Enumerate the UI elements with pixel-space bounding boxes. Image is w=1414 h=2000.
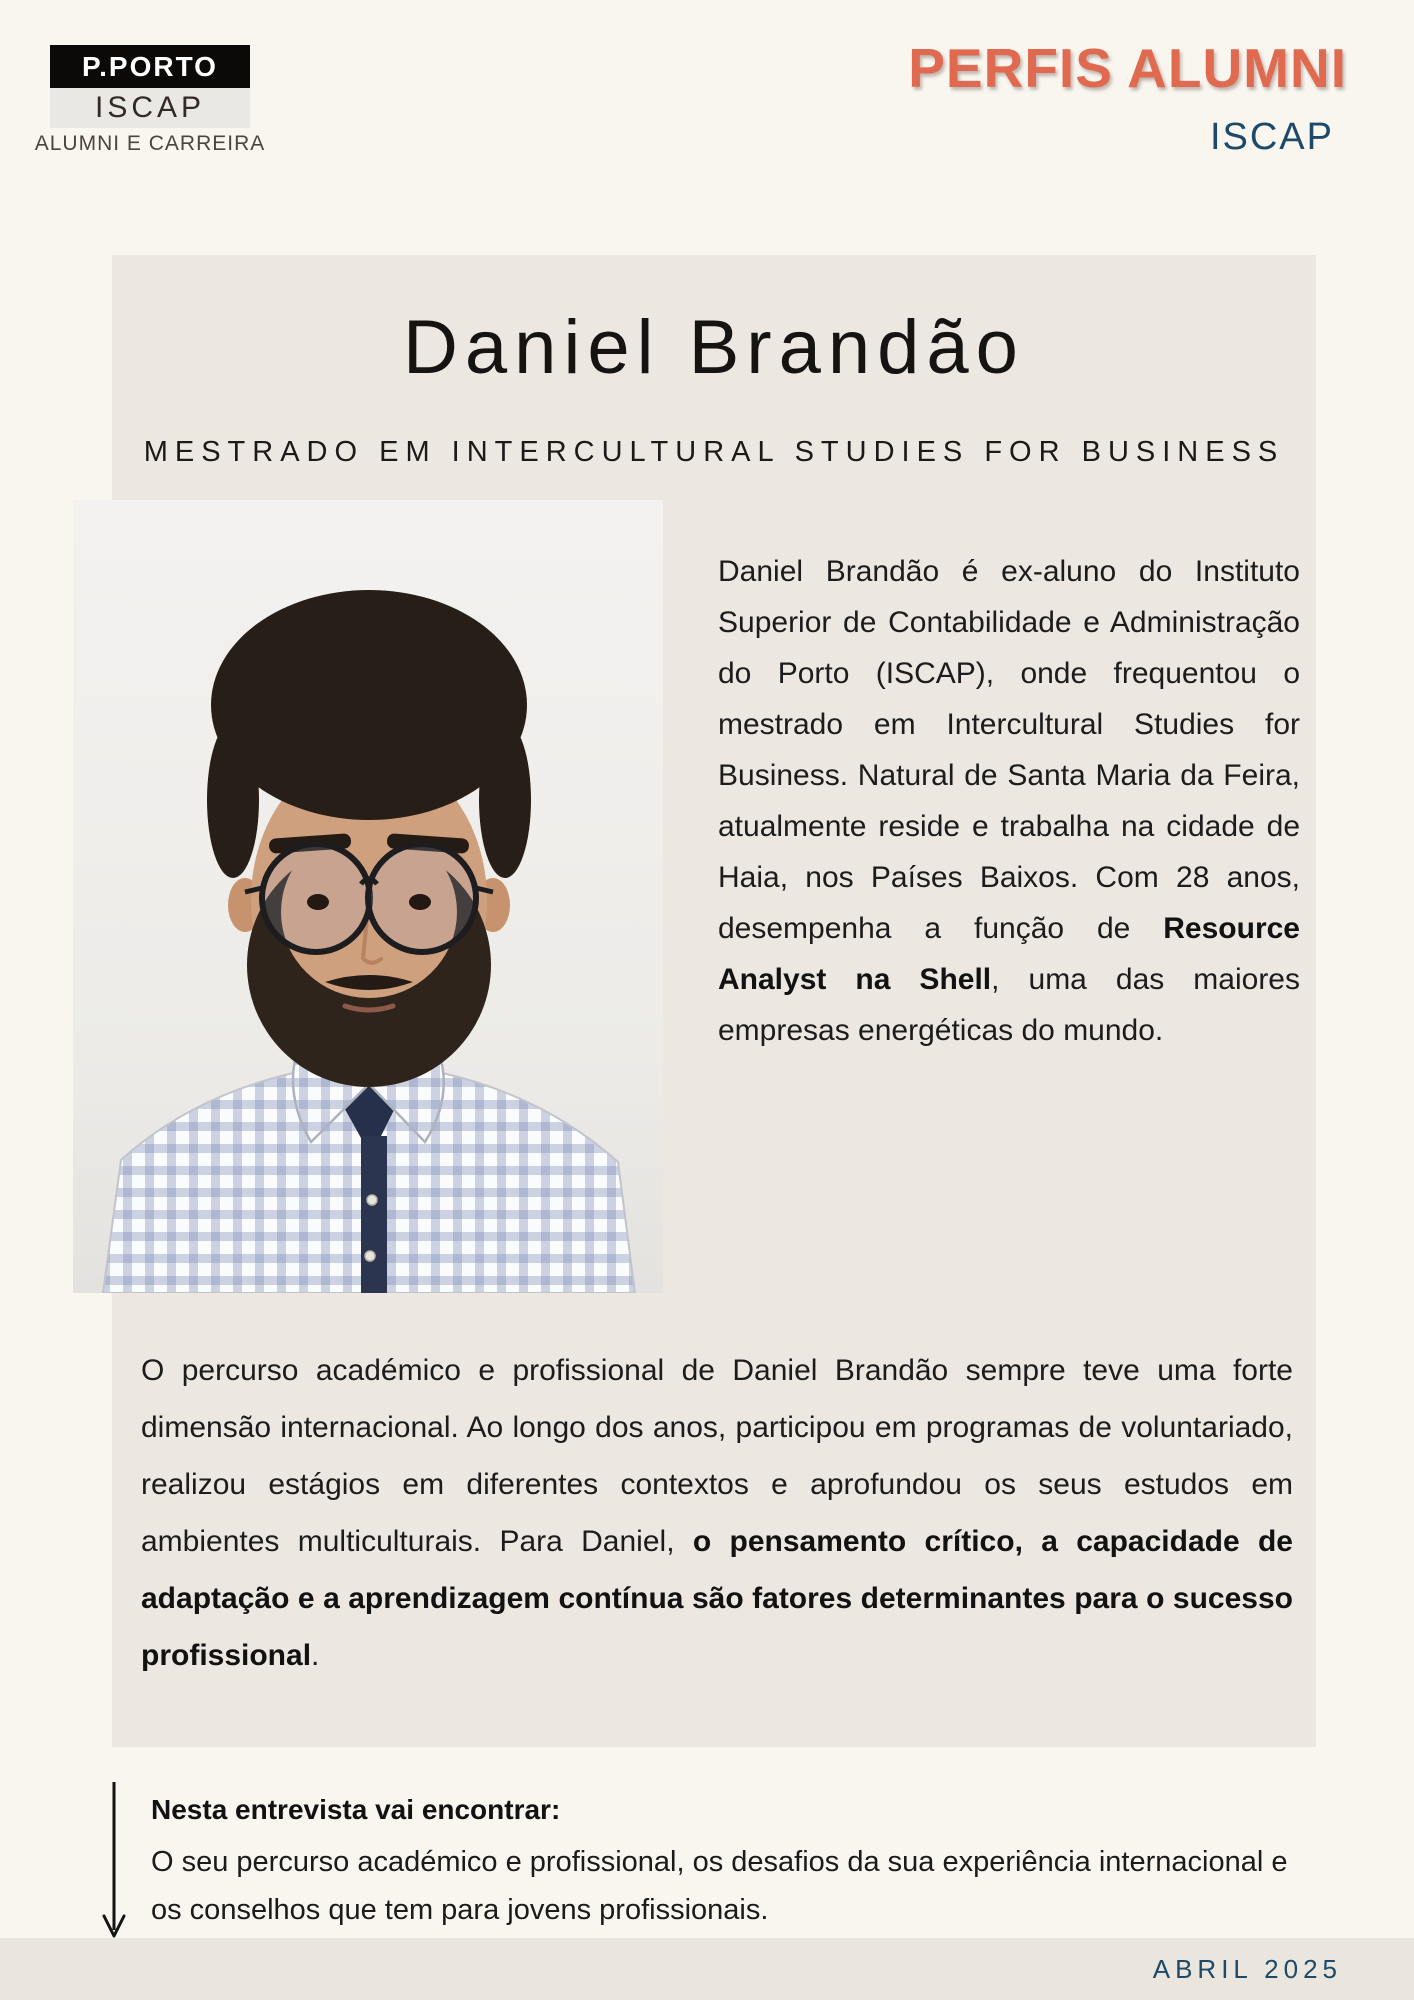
alumni-carreira-label: ALUMNI E CARREIRA [34, 132, 266, 155]
down-arrow-icon [101, 1780, 127, 1946]
alumnus-name: Daniel Brandão [403, 305, 1025, 390]
iscap-logo-text: ISCAP [94, 91, 206, 124]
bio-intro-tail: , uma das maiores empresas energéticas do mundo. [718, 963, 1300, 1047]
bio-journey-bold: o pensamento crítico, a capacidade de adaptação e a aprendizagem contínua são fatores determinantes para o sucesso profissional [141, 1525, 1293, 1672]
bio-intro-text: Daniel Brandão é ex-aluno do Instituto Superior de Contabilidade e Administração do Porto (ISCAP), onde frequentou o mestrado em Intercultural Studies for Business. Natural de Santa Maria da Feira, atualmente reside e trabalha na cidade de Haia, nos Países Baixos. Com 28 anos, desempenha a função de [718, 555, 1300, 945]
bio-journey-paragraph [141, 1342, 1293, 1684]
bio-journey-text: O percurso académico e profissional de Daniel Brandão sempre teve uma forte dimensão internacional. Ao longo dos anos, participou em programas de voluntariado, realizou estágios em diferentes contextos e aprofundou os seus estudos em ambientes multiculturais. Para Daniel, [141, 1354, 1293, 1558]
portrait-photo [73, 500, 663, 1293]
masthead-title: PERFIS ALUMNI [908, 37, 1347, 99]
bio-intro-bold: Resource Analyst na Shell [718, 912, 1300, 996]
bio-journey-tail: . [311, 1639, 320, 1672]
bio-intro-paragraph [718, 546, 1300, 1056]
portrait-illustration [73, 500, 663, 1293]
pporto-logo [50, 45, 250, 88]
pporto-logo-text: P.PORTO [82, 50, 218, 82]
alumnus-degree: MESTRADO EM INTERCULTURAL STUDIES FOR BUSINESS [143, 436, 1285, 468]
issue-date: ABRIL 2025 [1152, 1954, 1342, 1984]
footer-band [0, 1938, 1414, 2000]
masthead-subtitle: ISCAP [1209, 116, 1334, 158]
iscap-logo [50, 88, 250, 128]
interview-summary: O seu percurso académico e profissional, os desafios da sua experiência internacional e os conselhos que tem para jovens profissionais. [151, 1846, 1288, 1926]
interview-heading: Nesta entrevista vai encontrar: [151, 1794, 561, 1825]
